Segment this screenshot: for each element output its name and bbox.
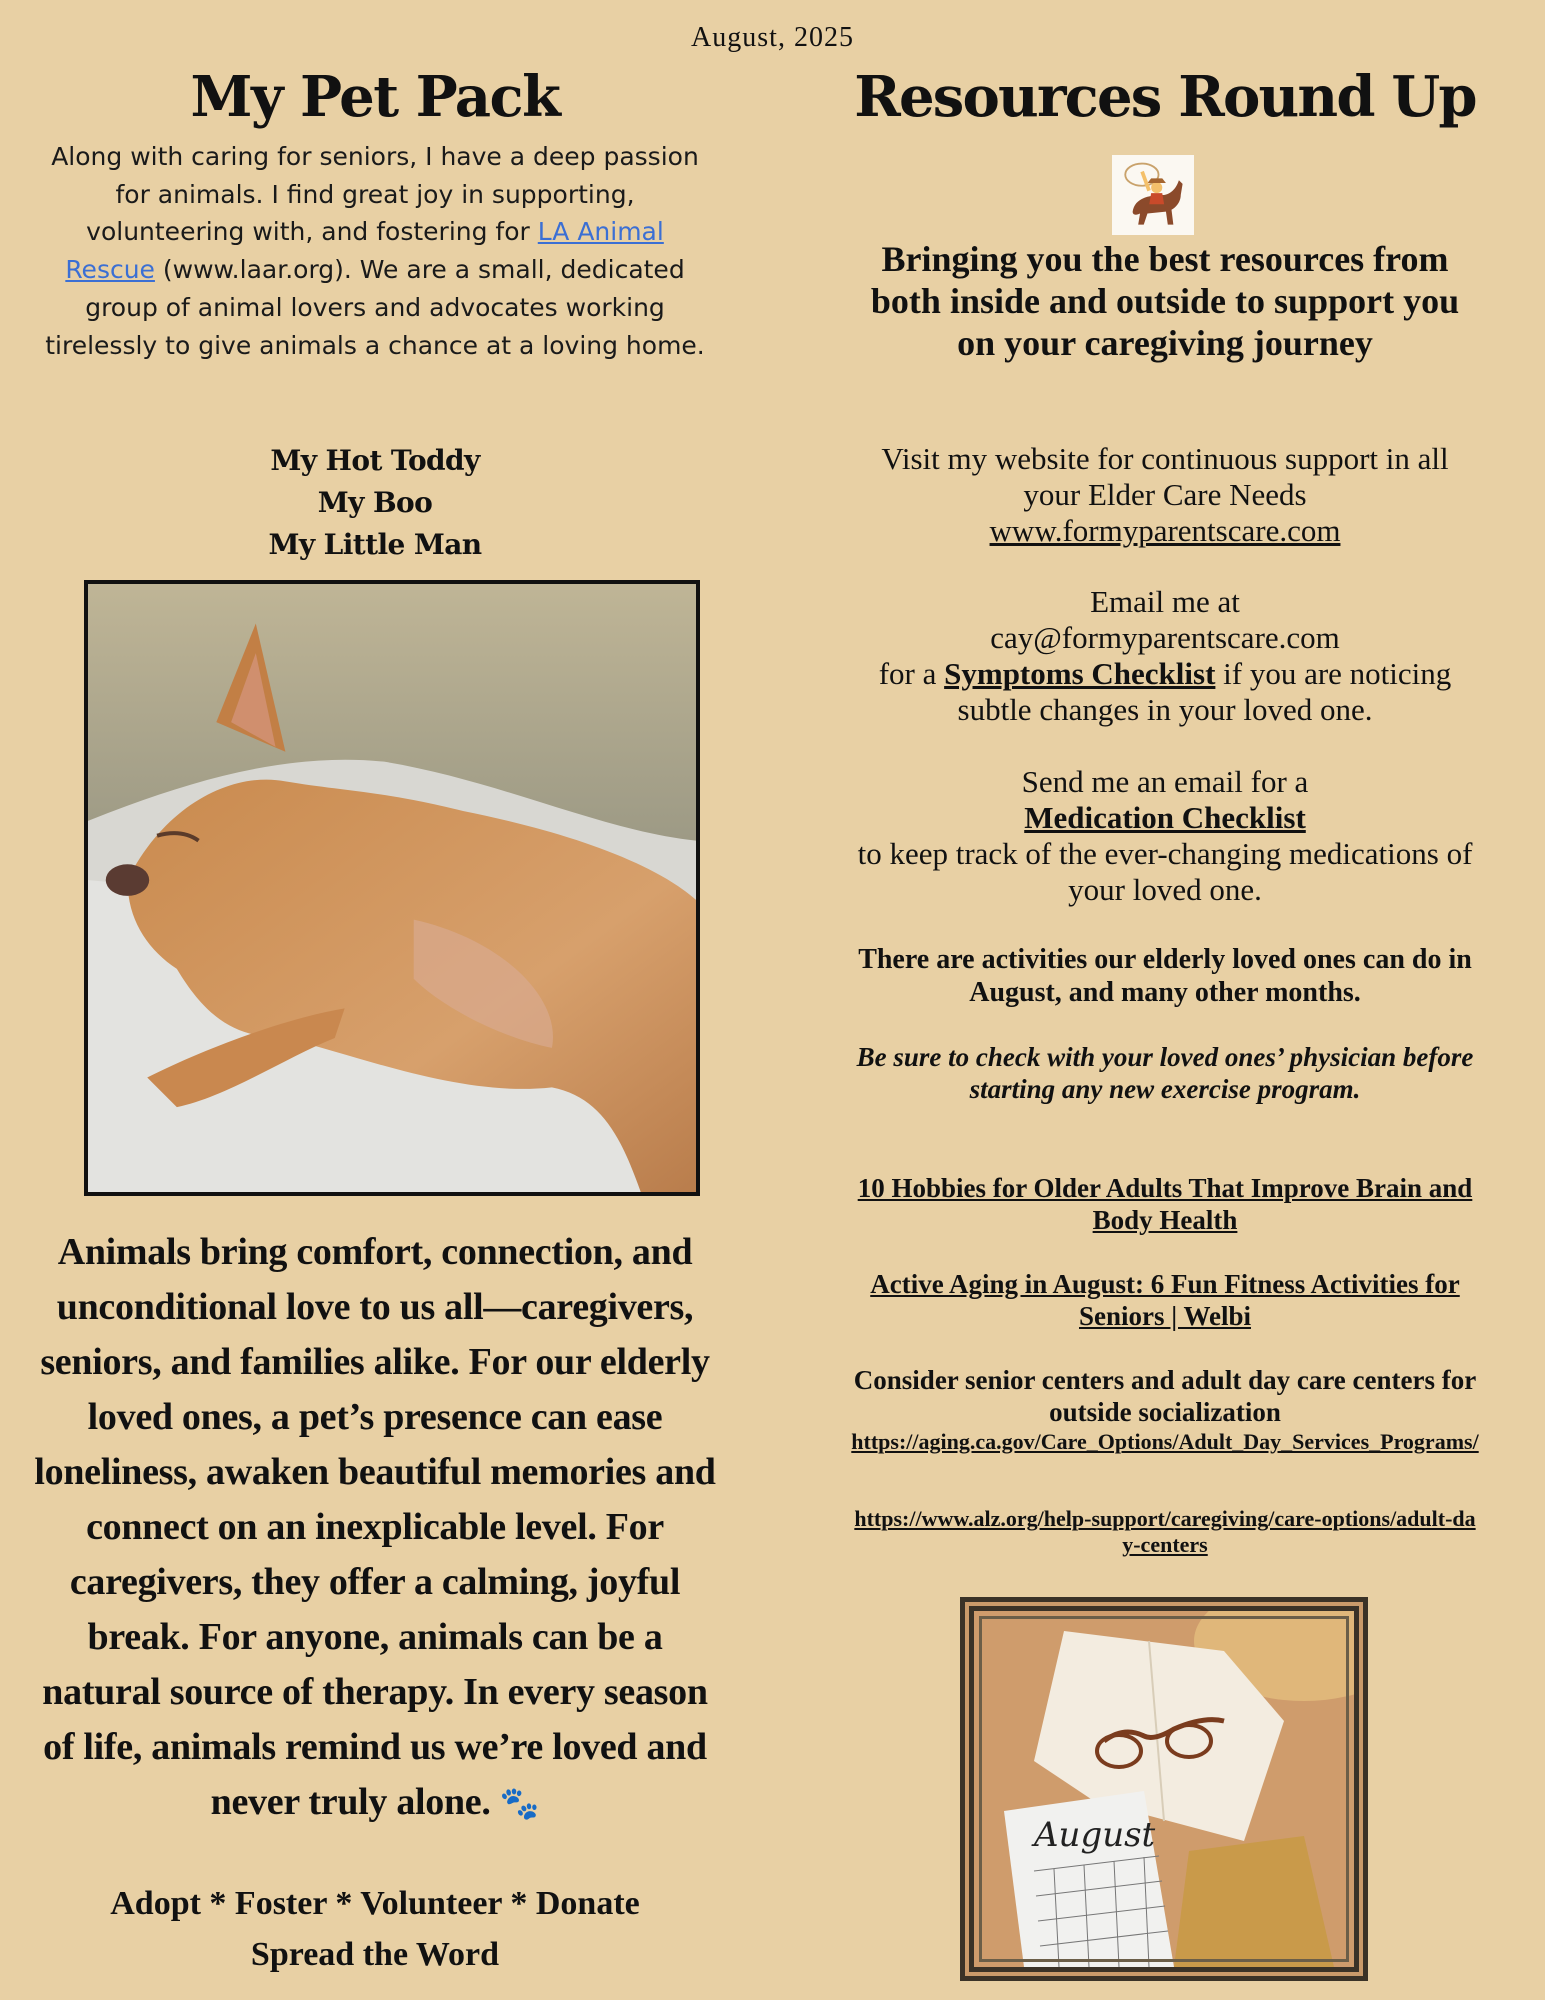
aging-ca-gov-link[interactable]: https://aging.ca.gov/Care_Options/Adult_Day_Services_Programs/ — [851, 1429, 1479, 1454]
symptoms-checklist-link[interactable]: Symptoms Checklist — [944, 656, 1216, 691]
cta-actions: Adopt * Foster * Volunteer * Donate — [110, 1885, 640, 1922]
website-block — [850, 441, 1480, 549]
quote-text: Animals bring comfort, connection, and unconditional love to us all—caregivers, seniors, and families alike. For our elderly loved ones, a pet’s presence can ease loneliness, awaken beautiful memories and connect on an inexplicable level. For caregivers, they offer a calming, joyful break. For anyone, animals can be a natural source of therapy. In every season of life, animals remind us we’re loved and never truly alone. — [34, 1231, 716, 1823]
pet-pack-intro — [45, 138, 705, 364]
activities-note: There are activities our elderly loved ones can do in August, and many other months. — [858, 944, 1472, 1008]
symptoms-email-block — [850, 584, 1480, 728]
sleeping-dog-photo — [84, 580, 700, 1196]
pet-name: My Hot Toddy — [270, 444, 480, 477]
symptoms-pre: for a — [878, 656, 945, 691]
newsletter-date: August, 2025 — [691, 22, 854, 53]
paw-prints-icon: 🐾 — [499, 1785, 540, 1821]
intro-text-before: Along with caring for seniors, I have a deep passion for animals. I find great joy in supporting, volunteering with, and fostering for — [51, 142, 699, 247]
pet-pack-title: My Pet Pack — [190, 64, 560, 130]
animals-quote — [30, 1225, 720, 1831]
august-framed-photo — [960, 1597, 1368, 1981]
physician-note: Be sure to check with your loved ones’ physician before starting any new exercise program. — [856, 1042, 1474, 1104]
medication-post: to keep track of the ever-changing medications of your loved one. — [857, 836, 1473, 907]
email-address[interactable]: cay@formyparentscare.com — [990, 620, 1340, 655]
pet-names-list — [30, 440, 720, 566]
dog-image-icon — [88, 584, 696, 1192]
senior-centers-note: Consider senior centers and adult day care centers for outside socialization — [853, 1365, 1477, 1427]
medication-checklist-link[interactable]: Medication Checklist — [1024, 800, 1306, 835]
medication-intro: Send me an email for a — [1021, 764, 1309, 799]
resources-tagline: Bringing you the best resources from both inside and outside to support you on your caregiving journey — [870, 239, 1460, 363]
call-to-action — [30, 1878, 720, 1980]
active-aging-link[interactable]: Active Aging in August: 6 Fun Fitness Activities for Seniors | Welbi — [870, 1269, 1460, 1331]
cta-spread-word: Spread the Word — [250, 1936, 500, 1973]
resources-title: Resources Round Up — [854, 64, 1476, 130]
website-text: Visit my website for continuous support in all your Elder Care Needs — [881, 441, 1449, 512]
website-link[interactable]: www.formyparentscare.com — [989, 513, 1341, 548]
intro-text-after: (www.laar.org). We are a small, dedicated group of animal lovers and advocates working tirelessly to give animals a chance at a loving home. — [45, 255, 705, 360]
pet-name: My Little Man — [268, 528, 482, 561]
email-intro: Email me at — [1090, 584, 1240, 619]
hobbies-link[interactable]: 10 Hobbies for Older Adults That Improve Brain and Body Health — [857, 1173, 1473, 1235]
cowboy-on-horse-icon — [1112, 155, 1194, 235]
medication-block — [850, 764, 1480, 908]
book-glasses-calendar-image-icon — [974, 1611, 1354, 1967]
svg-text:August: August — [1034, 1815, 1156, 1855]
symptoms-post: if you are noticing subtle changes in your loved one. — [957, 656, 1452, 727]
pet-name: My Boo — [317, 486, 433, 519]
alz-org-link[interactable]: https://www.alz.org/help-support/caregiving/care-options/adult-day-centers — [854, 1506, 1476, 1557]
la-animal-rescue-link[interactable]: LA Animal Rescue — [65, 217, 664, 285]
